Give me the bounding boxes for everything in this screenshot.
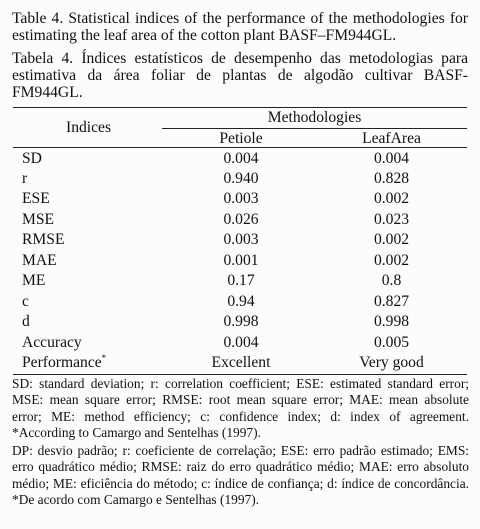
petiole-value: 0.003 (223, 231, 259, 248)
leafarea-value: 0.002 (373, 190, 410, 207)
petiole-value: 0.003 (223, 190, 259, 207)
petiole-value: 0.004 (223, 150, 259, 167)
header-methodologies: Methodologies (267, 109, 362, 126)
row-label: SD (22, 150, 42, 167)
leafarea-value: Very good (359, 354, 424, 371)
header-sub-rule (162, 128, 467, 129)
petiole-value: Excellent (211, 354, 271, 371)
leafarea-value: 0.828 (373, 170, 410, 187)
row-label: MAE (22, 252, 57, 269)
footnote-marker: * (101, 353, 107, 363)
leafarea-value: 0.002 (373, 231, 410, 248)
table-caption-portuguese: Tabela 4. Índices estatísticos de desempenho das metodologias para estimativa da área foliar de plantas de algodão cultivar BASF-FM944GL. (12, 50, 468, 101)
header-bottom-rule (13, 147, 467, 148)
header-indices: Indices (66, 119, 112, 136)
table-row (0, 272, 480, 292)
performance-label-text: Performance (22, 354, 102, 371)
table-row (0, 334, 480, 354)
petiole-value: 0.026 (223, 211, 259, 228)
footnote-portuguese: DP: desvio padrão; r: coeficiente de correlação; ESE: erro padrão estimado; EMS: erro quadrático médio; RMSE: raiz do erro quadrático médio; MAE: erro absoluto médio; ME: eficiência do método; c: índice de confiança; d: índice de concordância. *De acordo com Camargo e Sentelhas (1997). (12, 443, 469, 508)
header-leafarea: LeafArea (362, 130, 421, 147)
row-label: Accuracy (22, 334, 82, 351)
table-row (0, 354, 480, 374)
leafarea-value: 0.004 (373, 150, 410, 167)
table-row (0, 293, 480, 313)
row-label: c (22, 293, 29, 310)
petiole-value: 0.998 (223, 313, 259, 330)
row-label: RMSE (22, 231, 65, 248)
table-row (0, 190, 480, 210)
table-row (0, 313, 480, 333)
table-caption-english: Table 4. Statistical indices of the performance of the methodologies for estimating the leaf area of the cotton plant BASF–FM944GL. (12, 10, 468, 44)
leafarea-value: 0.827 (373, 293, 410, 310)
table-row (0, 211, 480, 231)
leafarea-value: 0.023 (373, 211, 410, 228)
leafarea-value: 0.998 (373, 313, 410, 330)
header-petiole: Petiole (219, 130, 263, 147)
table-top-rule (13, 107, 467, 108)
table-row (0, 231, 480, 251)
leafarea-value: 0.005 (373, 334, 410, 351)
table-row (0, 150, 480, 170)
table-row (0, 252, 480, 272)
petiole-value: 0.001 (223, 252, 259, 269)
row-label: ME (22, 272, 46, 289)
petiole-value: 0.94 (227, 293, 255, 310)
row-label: ESE (22, 190, 50, 207)
leafarea-value: 0.8 (381, 272, 402, 289)
row-label: d (22, 313, 30, 330)
row-label: MSE (22, 211, 55, 228)
footnote-english: SD: standard deviation; r: correlation coefficient; ESE: estimated standard error; MSE: mean square error; RMSE: root mean square error; MAE: mean absolute error; ME: method efficiency; c: confidence index; d: index of agreement. *According to Camargo and Sentelhas (1997). (12, 376, 469, 441)
petiole-value: 0.940 (223, 170, 259, 187)
row-label (22, 354, 106, 372)
table-row (0, 170, 480, 190)
row-label: r (22, 170, 28, 187)
petiole-value: 0.004 (223, 334, 259, 351)
leafarea-value: 0.002 (373, 252, 410, 269)
table-bottom-rule (13, 374, 467, 375)
petiole-value: 0.17 (227, 272, 255, 289)
